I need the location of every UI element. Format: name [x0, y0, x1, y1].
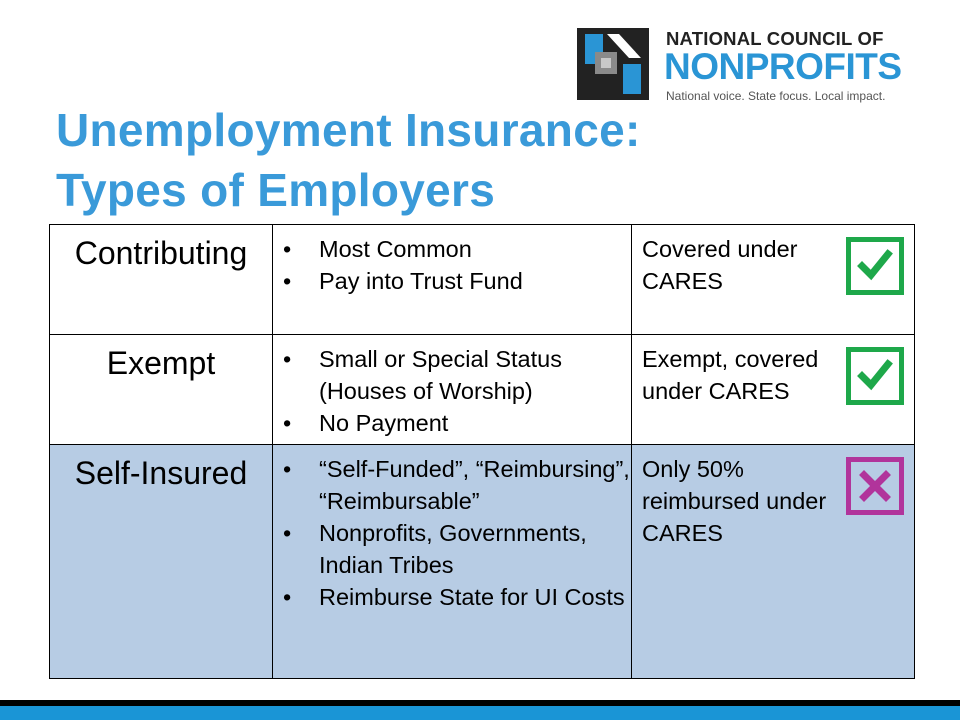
table-row-contributing	[50, 225, 915, 335]
coverage-status: Covered under CARES	[642, 236, 798, 294]
employer-type-cell	[50, 335, 273, 445]
details-list	[273, 445, 631, 613]
details-item: • Nonprofits, Governments, Indian Tribes	[273, 517, 631, 581]
coverage-cell	[632, 225, 915, 335]
check-icon	[846, 347, 904, 405]
details-cell	[273, 225, 632, 335]
details-item: • Most Common	[273, 233, 631, 265]
logo-line-1: NATIONAL COUNCIL OF	[666, 28, 884, 49]
details-item: • No Payment	[273, 407, 631, 439]
logo-mark-icon	[577, 28, 649, 100]
details-cell	[273, 445, 632, 679]
details-list	[273, 225, 631, 297]
employer-types-table	[49, 224, 915, 679]
details-item: • Pay into Trust Fund	[273, 265, 631, 297]
table-row-exempt	[50, 335, 915, 445]
coverage-cell	[632, 445, 915, 679]
details-list	[273, 335, 631, 439]
slide-title	[56, 100, 641, 220]
employer-type-label: Exempt	[106, 345, 216, 381]
x-icon	[846, 457, 904, 515]
table-row-self-insured	[50, 445, 915, 679]
details-item: • Reimburse State for UI Costs	[273, 581, 631, 613]
details-item: • “Self-Funded”, “Reimbursing”, “Reimbursable”	[273, 453, 631, 517]
employer-type-cell	[50, 445, 273, 679]
employer-type-label: Self-Insured	[74, 455, 248, 491]
details-cell	[273, 335, 632, 445]
organization-logo	[577, 28, 917, 104]
logo-line-2: NONPROFITS	[664, 46, 902, 87]
logo-tagline: National voice. State focus. Local impact.	[666, 89, 886, 103]
employer-type-cell	[50, 225, 273, 335]
coverage-status: Only 50% reimbursed under CARES	[642, 456, 827, 546]
employer-type-label: Contributing	[74, 235, 248, 271]
coverage-cell	[632, 335, 915, 445]
footer-accent-bar	[0, 706, 960, 720]
slide-title-line-2: Types of Employers	[56, 164, 496, 216]
check-icon	[846, 237, 904, 295]
coverage-status: Exempt, covered under CARES	[642, 346, 819, 404]
slide-title-line-1: Unemployment Insurance:	[56, 104, 641, 156]
details-item: • Small or Special Status (Houses of Worship)	[273, 343, 631, 407]
